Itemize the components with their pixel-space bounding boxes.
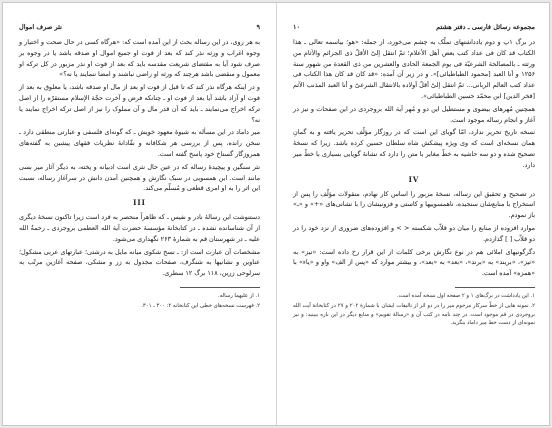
footnote-divider xyxy=(180,287,260,288)
paragraph: همچنین مُهرهای بیضوی و مستطیل این دو و مُهر آیة الله بروجردی در این صفحات و نیز در آغاز و انجام رساله موجود است. xyxy=(293,104,535,124)
paragraph: در برگ ۱پ و دوم یادداشتهای تملّک به چشم می‌خورد، از جمله: «هو؛ بیاسمه تعالی ـ هذا الکتاب قد کان فی عداد کتب بعض أهل الأعلام؛ ثمّ انتقل إلیّ الأقلّ ذی الجرائم والآثام من ورثته ـ بالمصالحة الشرعیّة فی یوم الجمعة الحادی والعشرین من ذی القعدة من شهور سنة ۱۲۵۶ و أنا العبد [محمود الطباطبائی]». و در زیر آن آمده: «قد کان قد کان هذا الکتاب فی عداد کتب العالم الربانی... ثمّ انتقل إلیّ أقلّ أولاده بالانتقال الشرعیّ و أنا العبد المذنب الآثم [فخر الدین] ابن محمّد حسین الطباطبائی». xyxy=(293,38,535,100)
paragraph: مشخصات آن عبارت است از: ـ نسخ شکوی میانه مایل به درشتی؛ عبارتهای عربی مشکول؛ عناوین و نشانیها به شنگرف، صفحات مجدول به زر و مشکی، صفحه آغازین مرتّب به سرلوحی زرین، ۱۱۸ برگ ۱۲ سطری. xyxy=(19,247,260,278)
footnote: ۱. از علیهما رساله. xyxy=(217,292,260,299)
footnote: ۲. نمونه هایی از خطّ سرکار مرحوم میر را در دو اثر از تالیفات ایشان با شمارهٔ ۲۰۲ و ۲۷ در کتابخانهٔ آیت الله بروجردی در قم موجود است. در چند نامه در کتب آن و «رسالهٔ تقویم» و منابع دیگر در این باره ببینید: و نیز نمونه‌ای از دست خط میر داماد بنگرید. xyxy=(293,303,535,327)
paragraph: موارد افزوده از منابع را میان دو قلاّب شکسته < > و افزوده‌های ضروری از نزد خود را در دو قلاّب [ ] گذاردم. xyxy=(293,223,535,243)
footnotes xyxy=(19,292,260,311)
section-number: IV xyxy=(408,174,420,184)
paragraph: میر داماد در این مسأله به شیوهٔ معهود خویش ـ که گونه‌ای فلسفی و عبارتی منطقی دارد ـ سخن رانده، پس از بررسی هر شکافانه و نقّادانهٔ نظریات فقهای پیشین به گفته‌های همروزگار گستاخ خود پاسخ گفته است. xyxy=(19,128,260,158)
right-page xyxy=(277,3,551,425)
page-header xyxy=(293,23,535,31)
footnotes xyxy=(293,292,535,328)
paragraph: به هر روی، در این رساله بحث از این آمده است که: «هرگاه کسی در حال صحت و اختیار و وجوه اغراب و ورثه نذر کند که بعد از فوت او جمیع اموال او صدقه باشد یا در وجوه بر صرف شود آیا به مقتضای شریعت مقدسه باید که بعد از فوت او نذر مزبور در کل ترکه او معمول و منقضی باشد هرچند که ورثه او راضی نباشند و امضا ننمایند یا نه؟» xyxy=(19,38,260,79)
page-body xyxy=(293,37,535,279)
page-body xyxy=(19,37,260,279)
footnote-divider xyxy=(455,287,535,288)
section-number: III xyxy=(133,198,146,208)
footnote: ۲. فهرست نسخه‌های خطی این کتابخانه ۲: ۳۰۰ ـ ۳۰۱. xyxy=(141,303,260,310)
footnote: ۱. این یادداشت در برگ‌های ۱ و ۲ صفحه اول نسخه آمده است. xyxy=(397,292,535,299)
left-page xyxy=(3,3,277,425)
page-header xyxy=(19,23,260,31)
book-spread xyxy=(2,2,550,426)
running-title: نثر صرف اموال xyxy=(19,23,62,31)
paragraph: نثر سنگین و پیچیدهٔ رساله که در عین حال نثری است ادبیانه و پخته، به دیگر آثار میر بسی مانند است. این همسویی در سبک نگارش و همچنین آمدن دانش در سرآغاز رساله، نسبت این اثر را به او امری قطعی و مُسلّم می‌کند. xyxy=(19,162,260,193)
paragraph: نسخه تاریخ تحریر ندارد، امّا گویای این است که در روزگار مؤلّف تحریر یافته و به گمانِ همان نسخه‌ای است که وی ویژه پیشکش شاه سلطان حسین کرده باشد. زیرا که نسخهٔ تصحیح شده و دو سه حاشیه به خطّ مغایر با متن را دارد که نشانهٔ گویایی بسیاری با خطّ میر دارد. xyxy=(293,128,535,169)
paragraph: دگرگونیهای املائی هم در نوع نگارش برخی کلمات از این قرار رخ داده است: «نیز» به «تیز»، «بریند» به «برند»، «بعد» به «بعد»، و بیشتر موارد که «پس از الف» واو و «یاء» با «همزه» آمده است. xyxy=(293,247,535,278)
paragraph: در تصحیح و تحقیق این رساله، نسخهٔ مزبور را اساس کار نهادم، منقولات مؤلّف را پس از استخراج با منابع‌شان سنجیده، ناهمسوییها و کاستی و فزونیشان را با نشانی‌های «+» و «ـ» باز نمودم. xyxy=(293,189,535,220)
page-number: ۱۰ xyxy=(293,23,300,31)
running-title: مجموعه رسائل فارسی ـ دفتر هشتم xyxy=(436,23,535,31)
page-number: ۹ xyxy=(256,23,260,31)
paragraph: و در اینکه هرگاه نذر کند که تا قبل از فوت او بعد از مال او صدقه باشد، یا معلوق به بعد از فوت او آزاد باشد آیا بعد از فوت او ـ چنانکه فرض و آخرت حجّة الإسلام مستقرّه را از اصل ترکه اخراج می‌نمایند ـ باید که آن قدر مال و آن مملوک را نیز از اصل ترکه اخراج نمایند یا نه؟ xyxy=(19,83,260,124)
paragraph: دستنوشت این رسالهٔ نادر و نفیس ـ که ظاهراً منحصر به فرد است زیرا تاکنون نسخهٔ دیگری از آن شناسانده نشده ـ در کتابخانهٔ مؤسسهٔ حضرت آیة الله العظمی بروجردی ـ رحمةُ الله علیه ـ در شهرستان قم به شمارهٔ ۲۶۳ نگهداری می‌شود. xyxy=(19,213,260,243)
